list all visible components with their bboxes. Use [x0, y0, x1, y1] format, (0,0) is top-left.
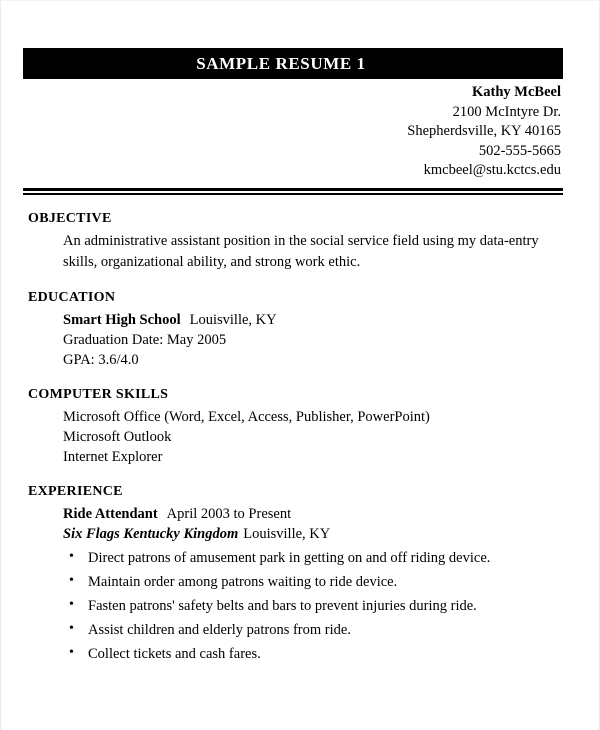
duty-item: • Maintain order among patrons waiting to ride device. — [63, 570, 576, 594]
section-experience — [28, 484, 576, 666]
experience-employer: Six Flags Kentucky Kingdom — [63, 526, 239, 542]
contact-block — [141, 83, 561, 181]
banner-title: SAMPLE RESUME 1 — [196, 54, 366, 73]
experience-dates: April 2003 to Present — [166, 506, 292, 522]
header-divider — [23, 188, 563, 195]
duty-item: • Direct patrons of amusement park in getting on and off riding device. — [63, 546, 576, 570]
objective-text: An administrative assistant position in the social service field using my data-entry skills, organizational ability, and strong work ethic. — [63, 233, 539, 270]
title-banner — [23, 48, 563, 79]
contact-phone: 502-555-5665 — [478, 142, 561, 159]
computer-skills-body — [63, 407, 576, 467]
computer-skills-heading: COMPUTER SKILLS — [28, 387, 169, 402]
duty-item: • Collect tickets and cash fares. — [63, 642, 576, 666]
experience-duties-list — [63, 546, 576, 666]
contact-name: Kathy McBeel — [472, 84, 561, 100]
section-computer-skills — [28, 387, 576, 467]
computer-skill-item: Microsoft Outlook — [63, 429, 172, 445]
experience-body — [63, 504, 576, 666]
divider-rule-lower — [23, 193, 563, 195]
education-location: Louisville, KY — [189, 312, 277, 328]
experience-title-line — [63, 504, 576, 524]
experience-location: Louisville, KY — [243, 526, 331, 542]
section-objective — [28, 211, 576, 273]
contact-city-state-zip: Shepherdsville, KY 40165 — [407, 123, 561, 139]
section-education — [28, 290, 576, 370]
resume-content — [28, 211, 576, 683]
computer-skill-item: Internet Explorer — [63, 449, 163, 465]
duty-item: • Fasten patrons' safety belts and bars to prevent injuries during ride. — [63, 594, 576, 618]
contact-street: 2100 McIntyre Dr. — [452, 103, 561, 120]
duty-item: • Assist children and elderly patrons from ride. — [63, 618, 576, 642]
computer-skill-item: Microsoft Office (Word, Excel, Access, Publisher, PowerPoint) — [63, 409, 430, 425]
education-heading: EDUCATION — [28, 290, 116, 305]
objective-heading: OBJECTIVE — [28, 211, 112, 226]
education-body — [63, 310, 576, 370]
education-graduation: Graduation Date: May 2005 — [63, 332, 227, 348]
contact-email: kmcbeel@stu.kctcs.edu — [423, 162, 561, 178]
education-gpa: GPA: 3.6/4.0 — [63, 352, 139, 368]
education-school-line — [63, 310, 576, 330]
experience-job-title: Ride Attendant — [63, 506, 158, 522]
experience-employer-line — [63, 524, 576, 544]
experience-heading: EXPERIENCE — [28, 484, 123, 499]
education-school: Smart High School — [63, 312, 181, 328]
